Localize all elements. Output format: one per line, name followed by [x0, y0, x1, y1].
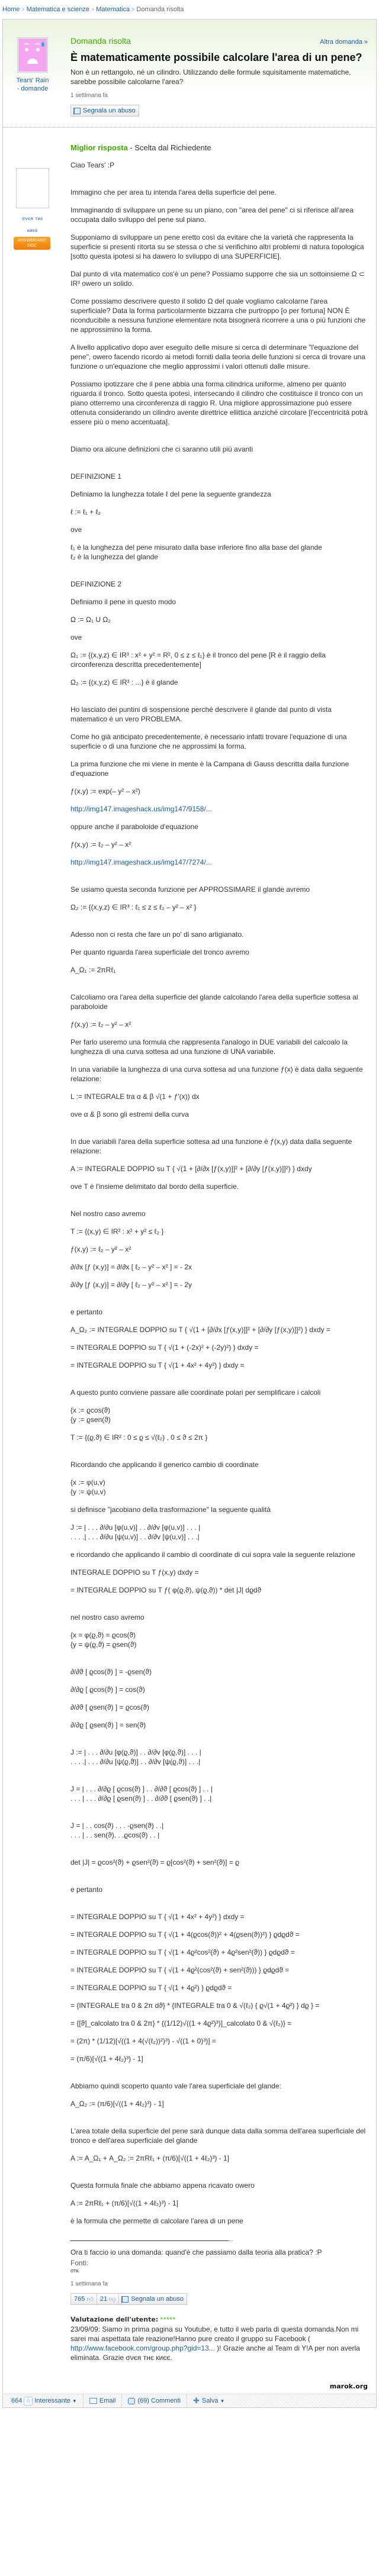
star-icon: ☆ — [24, 2397, 33, 2406]
answerer-name-link[interactable]: σνєя тнє києє — [22, 216, 43, 233]
answer-paragraph: = {[ϑ]_calcolato tra 0 & 2π} * {(1/12)√((1 + 4ϱ²)³)]_calcolato 0 & √(ℓ₂)} = — [70, 2019, 292, 2027]
sources-label: Fonti: — [70, 2259, 89, 2267]
image-link[interactable]: http://img147.imageshack.us/img147/7274/... — [70, 858, 212, 866]
answer-paragraph: Ho lasciato dei puntini di sospensione perché descrivere il glande dal punto di vista matematico è un vero PROBLEMA. — [70, 705, 334, 723]
answer-paragraph: {x = φ(ϱ,ϑ) = ϱcos(ϑ) {y = ψ(ϱ,ϑ) = ϱsen(ϑ) — [70, 1631, 137, 1649]
answer-paragraph: e pertanto — [70, 1885, 103, 1894]
report-abuse-button[interactable] — [118, 2294, 187, 2304]
interesting-button[interactable] — [11, 2394, 83, 2407]
answer-paragraph: Come ho già anticipato precedentemente, è necessario infatti trovare l'equazione di una superficie o di una funzione che ne approssimi la forma. — [70, 733, 349, 750]
answer-paragraph: Per farlo useremo una formula che rappresenta l'analogo in DUE variabili del calcoalo la lunghezza di una curva sottesa ad una funzione di UNA variabile. — [70, 1038, 350, 1056]
comment-icon — [128, 2398, 135, 2404]
answer-paragraph: Immaginando di sviluppare un pene su un piano, con "area del pene" ci si riferisce all'area occupata dallo sviluppo del pene sul piano. — [70, 206, 356, 224]
answer-paragraph: Possiamo ipotizzare che il pene abbia una forma cilindrica uniforme, almeno per quanto riguarda il tronco. Sotto questa ipotesi, intersecando il cilindro che costituisce il tronco con un piano otterremo una circonferenza di raggio R. Una migliore approssimazione può essere ottenuta considerando un cilindro avente direttrice ellittica anziché circolare [l'eccentricità potrà essere più o meno accentuata]. — [70, 380, 370, 426]
chosen-by-label: - Scelta dal Richiedente — [127, 143, 211, 152]
answer-paragraph: Per quanto riguarda l'area superficiale del tronco avremo — [70, 948, 249, 956]
save-label: Salva — [202, 2397, 219, 2404]
rating-comment-text: )! Grazie anche al Team di Y!A per non averla eliminata. Grazie σνєя тнє києє. — [70, 2344, 360, 2362]
answer-paragraph: Dal punto di vita matematico cos'è un pene? Possiamo supporre che sia un sottoinsieme Ω ⊂ IR³ owero un solido. — [70, 270, 367, 288]
email-label: Email — [99, 2397, 116, 2404]
answer-paragraph: DEFINIZIONE 1 — [70, 472, 122, 481]
answer-paragraph: A := INTEGRALE DOPPIO su T { √(1 + [∂/∂x [ƒ(x,y)]]² + [∂/∂y [ƒ(x,y)]]²) } dxdy — [70, 1165, 312, 1173]
answer-timestamp: 1 settimana fa — [70, 2281, 108, 2287]
answer-paragraph: La prima funzione che mi viene in mente è la Campana di Gauss descritta dalla funzione d'equazione — [70, 760, 351, 778]
thumbs-down-button[interactable] — [97, 2294, 118, 2304]
answer-paragraph: ƒ(x,y) := ℓ₂ – y² – x² — [70, 1020, 131, 1029]
answer-paragraph: ove — [70, 633, 82, 641]
sad-face-avatar-icon — [18, 38, 47, 72]
answer-paragraph: L'area totale della superficie del pene sarà dunque data dalla somma dell'area superficiale del tronco e dell'area superficiale del glande — [70, 2127, 368, 2145]
facebook-group-link[interactable]: http://www.facebook.com/group.php?gid=13... — [70, 2344, 215, 2352]
answerer-badge: ANSWERIANO DOC — [14, 237, 50, 250]
answer-paragraph: {x := ϱcos(ϑ) {y := ϱsen(ϑ) — [70, 1406, 111, 1424]
asker-info — [16, 37, 49, 93]
answer-paragraph: In una variabile la lunghezza di una curva sottesa ad una funzione ƒ(x) è data dalla seguente relazione: — [70, 1065, 365, 1083]
answer-paragraph: ∂/∂x [ƒ (x,y)] = ∂/∂x [ ℓ₂ – y² – x² ] = - 2x — [70, 1263, 192, 1271]
answer-paragraph: e pertanto — [70, 1308, 103, 1316]
answer-paragraph: = INTEGRALE DOPPIO su T { √(1 + 4(ϱcos(ϑ))² + 4(ϱsen(ϑ))²) } ϱdϱdϑ = — [70, 1930, 300, 1939]
answer-paragraph: e ricordando che applicando il cambio di coordinate di cui sopra vale la seguente relazione — [70, 1550, 355, 1559]
question-footer-bar — [3, 2394, 376, 2407]
interesting-count: 664 — [11, 2397, 23, 2404]
caret-down-icon: ▼ — [72, 2398, 77, 2404]
thumbs-up-button[interactable] — [71, 2294, 97, 2304]
answer-paragraph: ƒ(x,y) := exp(– y² – x²) — [70, 787, 140, 795]
answer-paragraph: ∂/∂ϱ [ ϱsen(ϑ) ] = sen(ϑ) — [70, 1721, 146, 1729]
answer-paragraph: J := | . . . ∂/∂u [φ(ϱ,ϑ)] . . ∂/∂v [φ(ϱ,ϑ)] . . . | . . . .| . . . ∂/∂u [ψ(ϱ,ϑ)] . . ∂/∂v [ψ(ϱ,ϑ)] . . .| — [70, 1748, 201, 1766]
answer-paragraph: Definiamo il pene in questo modo — [70, 598, 176, 606]
answer-paragraph: A_Ω₂ := INTEGRALE DOPPIO su T { √(1 + [∂/∂x [ƒ(x,y)]]² + [∂/∂y [ƒ(x,y)]]²) } dxdy = — [70, 1326, 330, 1334]
thumbs-down-icon: 👎︎ — [109, 2295, 116, 2303]
question-title: È matematicamente possibile calcolare l'area di un pene? — [70, 51, 362, 63]
answerer-info — [16, 168, 49, 250]
thumbs-up-count: 765 — [74, 2295, 85, 2303]
answer-paragraph: det |J| = ϱcos²(ϑ) + ϱsen²(ϑ) = ϱ[cos²(ϑ) + sen²(ϑ)] = ϱ — [70, 1858, 240, 1866]
answer-paragraph: Questa formula finale che abbiamo appena ricavato owero — [70, 2181, 255, 2190]
answer-paragraph: oppure anche il paraboloide d'equazione — [70, 823, 198, 831]
answer-paragraph: A_Ω₂ := (π/6)[√((1 + 4ℓ₂)³) - 1] — [70, 2100, 164, 2108]
answer-paragraph: A_Ω₁ := 2πRℓ₁ — [70, 966, 116, 974]
answer-paragraph: = INTEGRALE DOPPIO su T { √(1 + (-2x)² + (-2y)²) } dxdy = — [70, 1343, 259, 1352]
answer-paragraph: ƒ(x,y) := ℓ₂ – y² – x² — [70, 1245, 131, 1253]
answer-paragraph: Se usiamo questa seconda funzione per APPROSSIMARE il glande avremo — [70, 885, 310, 894]
answer-paragraph: = INTEGRALE DOPPIO su T { √(1 + 4ϱ²cos²(ϑ) + 4ϱ²sen²(ϑ)) } ϱdϱdϑ = — [70, 1948, 295, 1956]
question-actions — [70, 105, 139, 117]
answer-paragraph: Ω := Ω₁ U Ω₂ — [70, 615, 111, 624]
divider-ellipsis: ... — [229, 2236, 233, 2242]
answer-paragraph: ℓ₁ è la lunghezza del pene misurato dalla base inferiore fino alla base del glande ℓ₂ è la lunghezza del glande — [70, 543, 322, 561]
answer-paragraph: ∂/∂ϑ [ ϱsen(ϑ) ] = ϱcos(ϑ) — [70, 1703, 149, 1711]
breadcrumb-home[interactable]: Home — [2, 6, 20, 13]
report-abuse-button[interactable] — [71, 105, 139, 116]
answer-paragraph: A questo punto conviene passare alle coordinate polari per semplificare i calcoli — [70, 1388, 321, 1397]
breadcrumb-current: Domanda risolta — [136, 6, 184, 13]
answer-paragraph: è la formula che permette di calcolare l'area di un pene — [70, 2217, 243, 2225]
answer-link-paragraph — [70, 857, 368, 867]
answer-paragraph: ∂/∂y [ƒ (x,y)] = ∂/∂y [ ℓ₂ – y² – x² ] = - 2y — [70, 1281, 192, 1289]
watermark: marok.org — [329, 2382, 368, 2390]
answer-paragraph: Ω₂ := {(x,y,z) ∈ IR³ : ...} è il glande — [70, 678, 178, 686]
flag-icon — [122, 2296, 129, 2303]
answer-paragraph: J = | . . . ∂/∂ϱ [ ϱcos(ϑ) ] . . ∂/∂ϑ [ ϱcos(ϑ) ] . . | . . . | . . . ∂/∂ϱ [ ϱsen(ϑ) ] . . ∂/∂ϑ [ ϱsen(ϑ) ] . .| — [70, 1785, 213, 1803]
answer-paragraph: = INTEGRALE DOPPIO su T { √(1 + 4ϱ²) } ϱdϱdϑ = — [70, 1984, 232, 1992]
answer-paragraph: L := INTEGRALE tra α & β √(1 + ƒ'(x)) dx — [70, 1092, 200, 1101]
answer-paragraph: Supponiamo di sviluppare un pene eretto così da evitare che la varietà che rappresenta la superficie si presenti ritorta su se stessa o che si verifichino altri problemi di natura topologica [sotto questa ipotesi si ha dawero lo sviluppo di una SUPERFICIE]. — [70, 233, 366, 260]
breadcrumb-separator: > — [91, 7, 95, 12]
question-container — [2, 19, 377, 2408]
answer-paragraph: ove — [70, 525, 82, 534]
answer-paragraph: In due variabili l'area della superficie sottesa ad una funzione è ƒ(x,y) data dalla seguente relazione: — [70, 1137, 354, 1155]
answer-paragraph: = (2π) * (1/12)[√((1 + 4(√(ℓ₂))²)³) - √((1 + 0)³)] = — [70, 2037, 216, 2045]
answer-paragraph: ƒ(x,y) := ℓ₂ – y² – x² — [70, 840, 131, 849]
rating-label: Valutazione dell'utente: — [70, 2316, 159, 2323]
answer-paragraph: A := 2πRℓ₁ + (π/6)[√((1 + 4ℓ₂)³) - 1] — [70, 2199, 178, 2207]
answer-paragraph: T := {(x,y) ∈ IR² : x² + y² ≤ ℓ₂ } — [70, 1227, 164, 1236]
user-rating — [70, 2314, 368, 2362]
answer-paragraph: = {INTEGRALE tra 0 & 2π dϑ} * {INTEGRALE tra 0 & √(ℓ₂) { ϱ√(1 + 4ϱ²) } dϱ } = — [70, 2001, 320, 2010]
answer-paragraph: = INTEGRALE DOPPIO su T ƒ( φ(ϱ,ϑ), ψ(ϱ,ϑ)) * det |J| dϱdϑ — [70, 1586, 262, 1594]
answer-paragraph: si definisce "jacobiano della trasformazione" la seguente qualità — [70, 1505, 271, 1514]
answer-paragraph: A := A_Ω₁ + A_Ω₂ := 2πRℓ₁ + (π/6)[√((1 + 4ℓ₂)³) - 1] — [70, 2154, 230, 2162]
question-section — [3, 20, 376, 128]
best-answer-label: Miglior risposta — [70, 143, 128, 152]
answerer-avatar[interactable] — [16, 168, 49, 208]
report-abuse-label: Segnala un abuso — [83, 107, 136, 114]
answer-paragraph: Ω₂ := {(x,y,z) ∈ IR³ : ℓ₁ ≤ z ≤ ℓ₂ – y² – x² } — [70, 903, 197, 911]
caret-down-icon: ▼ — [220, 2398, 225, 2404]
answer-paragraph: DEFINIZIONE 2 — [70, 580, 122, 588]
sources-value: σтк — [70, 2268, 79, 2274]
breadcrumb-separator: > — [21, 7, 25, 12]
rating-comment-text: 23/09/09: Siamo in prima pagina su Youtube, e tutto il web parla di questa domanda.Non mi sarei mai aspettata tale reazione!Hanno pure creato il gruppo su Facebook ( — [70, 2325, 359, 2343]
answer-paragraph: Ciao Tears' :P — [70, 161, 115, 169]
answer-body — [70, 160, 368, 2226]
answer-paragraph: Diamo ora alcune definizioni che ci saranno utili più avanti — [70, 445, 253, 453]
asker-name-link[interactable]: Tears' Rain - domande — [16, 77, 49, 92]
answer-paragraph: nel nostro caso avremo — [70, 1613, 144, 1621]
other-question-link[interactable]: Altra domanda » — [320, 38, 368, 46]
answer-paragraph: J := | . . . ∂/∂u [φ(u,v)] . . ∂/∂v [φ(u,v)] . . . | . . . .| . . . ∂/∂u [ψ(u,v)] . . ∂/∂v [ψ(u,v)] . . .| — [70, 1523, 201, 1541]
breadcrumb-subcategory[interactable]: Matematica — [96, 6, 130, 13]
best-answer-section — [3, 128, 376, 2374]
answer-paragraph: ∂/∂ϱ [ ϱcos(ϑ) ] = cos(ϑ) — [70, 1685, 145, 1694]
comments-label: (69) Commenti — [137, 2397, 181, 2404]
answer-paragraph: Immagino che per area tu intenda l'area della superficie del pene. — [70, 188, 277, 196]
interesting-label: Interessante — [34, 2397, 70, 2404]
thumbs-down-count: 21 — [99, 2295, 108, 2303]
answer-paragraph: Definiamo la lunghezza totale ℓ del pene la seguente grandezza — [70, 490, 271, 498]
asker-avatar[interactable] — [17, 37, 48, 73]
breadcrumb-category[interactable]: Matematica e scienze — [26, 6, 89, 13]
email-button[interactable] — [83, 2394, 122, 2407]
tear-icon — [41, 42, 44, 47]
rating-comment — [70, 2325, 360, 2362]
breadcrumb — [0, 0, 379, 19]
answer-paragraph: ∂/∂ϑ [ ϱcos(ϑ) ] = -ϱsen(ϑ) — [70, 1668, 152, 1676]
answer-paragraph: Ω₁ := {(x,y,z) ∈ IR³ : x² + y² = R², 0 ≤ z ≤ ℓ₁} è il tronco del pene [R è il raggio della circonferenza descritta precedentemente] — [70, 651, 328, 669]
answer-paragraph: = INTEGRALE DOPPIO su T { √(1 + 4x² + 4y²) } dxdy = — [70, 1913, 245, 1921]
answer-paragraph: Adesso non ci resta che fare un po' di sano artigianato. — [70, 930, 244, 939]
answer-paragraph: = INTEGRALE DOPPIO su T { √(1 + 4x² + 4y²) } dxdy = — [70, 1361, 245, 1369]
answer-actions — [70, 2293, 187, 2305]
answer-paragraph: Calcoliamo ora l'area della superficie del glande calcolando l'area della superficie sottesa al paraboloide — [70, 993, 360, 1011]
thumbs-up-icon: 👍︎ — [86, 2295, 94, 2303]
question-status: Domanda risolta — [70, 36, 131, 46]
answer-paragraph: Ricordando che applicando il generico cambio di coordinate — [70, 1461, 259, 1469]
answer-paragraph: Come possiamo descrivere questo il solido Ω del quale vogliamo calcolarne l'area superficiale? Data la forma particolarmente bizzarra che purtroppo [o per fortuna] NON È riconducibile a nessuna funzione elementare nota bisognerà ricorrere a una o più funzioni che ne approssimino la forma. — [70, 297, 368, 334]
answer-paragraph: ove T è l'insieme delimitato dal bordo della superficie. — [70, 1182, 239, 1191]
best-answer-header — [70, 143, 368, 152]
answer-paragraph: Abbiamo quindi scoperto quanto vale l'area superficiale del glande: — [70, 2082, 281, 2090]
answer-link-paragraph — [70, 804, 368, 814]
answer-paragraph: = INTEGRALE DOPPIO su T { √(1 + 4ϱ²(cos²(ϑ) + sen²(ϑ))) } ϱdϱdϑ = — [70, 1966, 290, 1974]
question-body: Non è un rettangolo, né un cilindro. Utilizzando delle formule squisitamente matematiche, sarebbe possibile calcolarne l'area? — [70, 68, 351, 86]
answer-paragraph: ℓ := ℓ₁ + ℓ₂ — [70, 508, 101, 516]
breadcrumb-separator: > — [131, 7, 135, 12]
answer-paragraph: Nel nostro caso avremo — [70, 1210, 146, 1218]
closing-question: Ora ti faccio io una domanda: quand'è che passiamo dalla teoria alla pratica? :P — [70, 2248, 322, 2256]
save-button[interactable] — [187, 2394, 230, 2407]
divider-line — [70, 2240, 229, 2241]
comments-button[interactable] — [121, 2394, 187, 2407]
plus-icon: ✚ — [193, 2396, 200, 2405]
answer-paragraph: T := {(ϱ,ϑ) ∈ IR² : 0 ≤ ϱ ≤ √(ℓ₂) , 0 ≤ ϑ ≤ 2π } — [70, 1433, 208, 1442]
answer-paragraph: ove α & β sono gli estremi della curva — [70, 1110, 189, 1118]
answer-paragraph: A livello applicativo dopo aver eseguito delle misure si cerca di determinare "l'equazione del pene", owero facendo ricordo ai metodi forniti dalla teoria delle funzioni si cerca di trovare una funzione o un'equazione che meglio approssimi i valori ottenuti dalle misure. — [70, 343, 368, 370]
answer-paragraph: J = | . . cos(ϑ) . . . -ϱsen(ϑ) . .| . . . | . . sen(ϑ). . .ϱcos(ϑ) . . | — [70, 1821, 164, 1839]
image-link[interactable]: http://img147.imageshack.us/img147/9158/... — [70, 805, 212, 813]
rating-stars: ***** — [160, 2316, 176, 2323]
report-abuse-label: Segnala un abuso — [131, 2295, 184, 2303]
question-timestamp: 1 settimana fa — [70, 92, 108, 99]
flag-icon — [74, 108, 81, 114]
answer-paragraph: {x := φ(u,v) {y := ψ(u,v) — [70, 1478, 106, 1496]
envelope-icon — [89, 2398, 97, 2404]
answer-paragraph: = (π/6)[√((1 + 4ℓ₂)³) - 1] — [70, 2055, 143, 2063]
answer-paragraph: INTEGRALE DOPPIO su T ƒ(x,y) dxdy = — [70, 1568, 199, 1576]
